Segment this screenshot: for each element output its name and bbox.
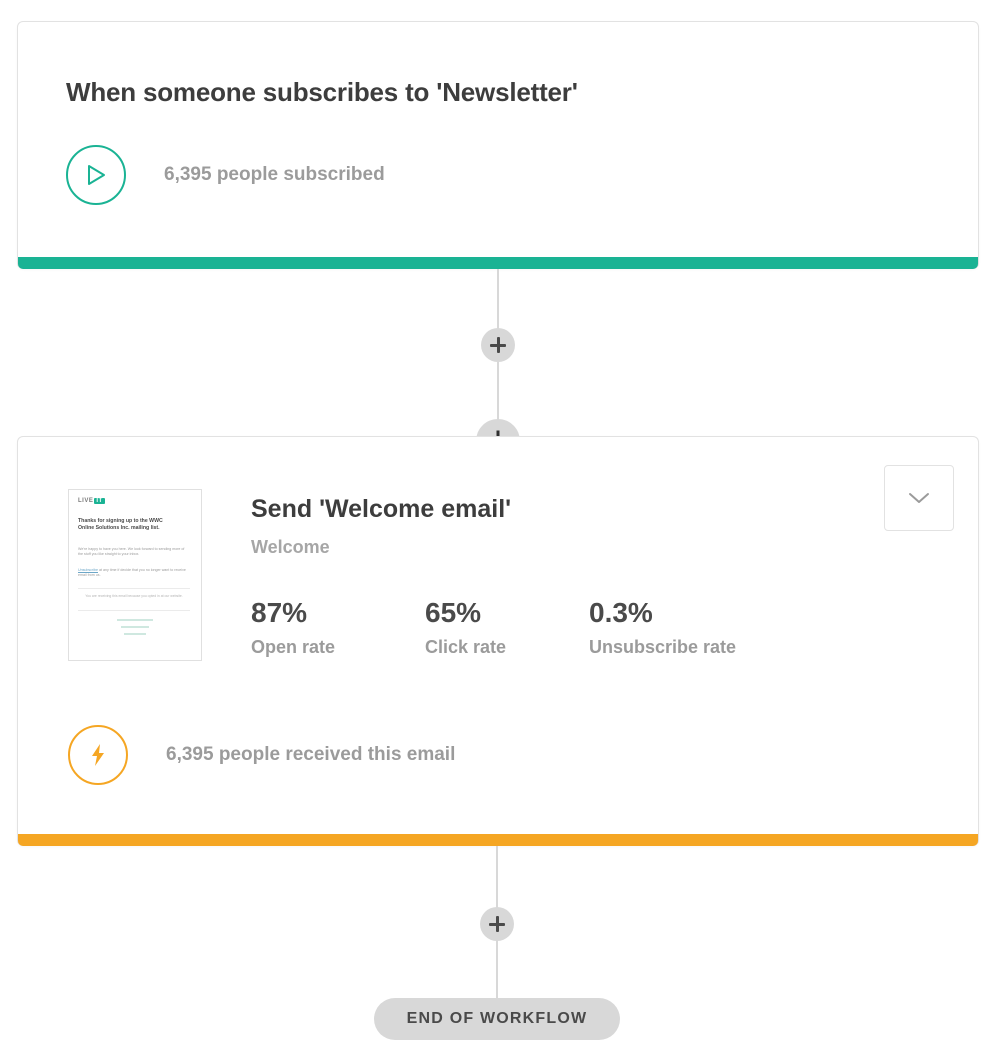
stat-click-rate-value: 65% [425,597,482,628]
email-summary-row [68,725,455,785]
add-step-button-bottom[interactable] [480,907,514,941]
stat-unsubscribe-rate-value: 0.3% [589,597,653,628]
email-step-card[interactable] [17,436,979,846]
bolt-circle-icon [68,725,128,785]
thumbnail-body-secondary [78,568,190,579]
collapse-step-button[interactable] [884,465,954,531]
stat-click-rate-label: Click rate [425,637,507,657]
thumbnail-bar-3 [124,633,146,635]
end-of-workflow-label: END OF WORKFLOW [406,1010,588,1027]
chevron-down-icon [908,491,930,505]
thumbnail-divider-top [78,588,190,589]
trigger-card[interactable] [17,21,979,269]
trigger-title: When someone subscribes to 'Newsletter' [66,77,578,107]
stat-click-rate [425,597,589,658]
email-stats [251,597,819,658]
trigger-summary-row [66,145,385,205]
thumbnail-divider-bottom [78,610,190,611]
thumbnail-logo-text: LIVE [78,498,94,504]
email-recipient-count: 6,395 people received this email [166,744,456,765]
thumbnail-body: We're happy to have you here. We look forward to sending more of the stuff you like straight to your inbox. [78,547,185,557]
stat-unsubscribe-rate-label: Unsubscribe rate [589,637,737,657]
add-step-button-top[interactable] [481,328,515,362]
email-step-title: Send 'Welcome email' [251,495,512,523]
thumbnail-bar-2 [121,626,149,628]
stat-open-rate-value: 87% [251,597,308,628]
thumbnail-heading: Thanks for signing up to the WWC Online Solutions Inc. mailing list. [78,518,163,531]
thumbnail-body-tail: at any time if decide that you no longer want to receive email from us. [78,568,186,578]
stat-unsubscribe-rate [589,597,819,658]
thumbnail-footer: You are receiving this email because you opted in at our website. [85,594,183,598]
subscriber-count: 6,395 people subscribed [164,164,385,185]
stat-open-rate-label: Open rate [251,637,336,657]
thumbnail-logo-badge: IT [96,498,103,504]
email-accent-bar [18,834,978,846]
end-of-workflow-pill [374,998,620,1040]
email-preview-thumbnail[interactable] [68,489,202,661]
trigger-accent-bar [18,257,978,269]
play-circle-icon [66,145,126,205]
thumbnail-unsubscribe-link[interactable]: Unsubscribe [78,568,98,572]
stat-open-rate [251,597,425,658]
thumbnail-logo [78,498,105,504]
connector-line-bottom-b [496,940,498,1002]
email-step-subtitle: Welcome [251,537,330,557]
thumbnail-bar-1 [117,619,153,621]
